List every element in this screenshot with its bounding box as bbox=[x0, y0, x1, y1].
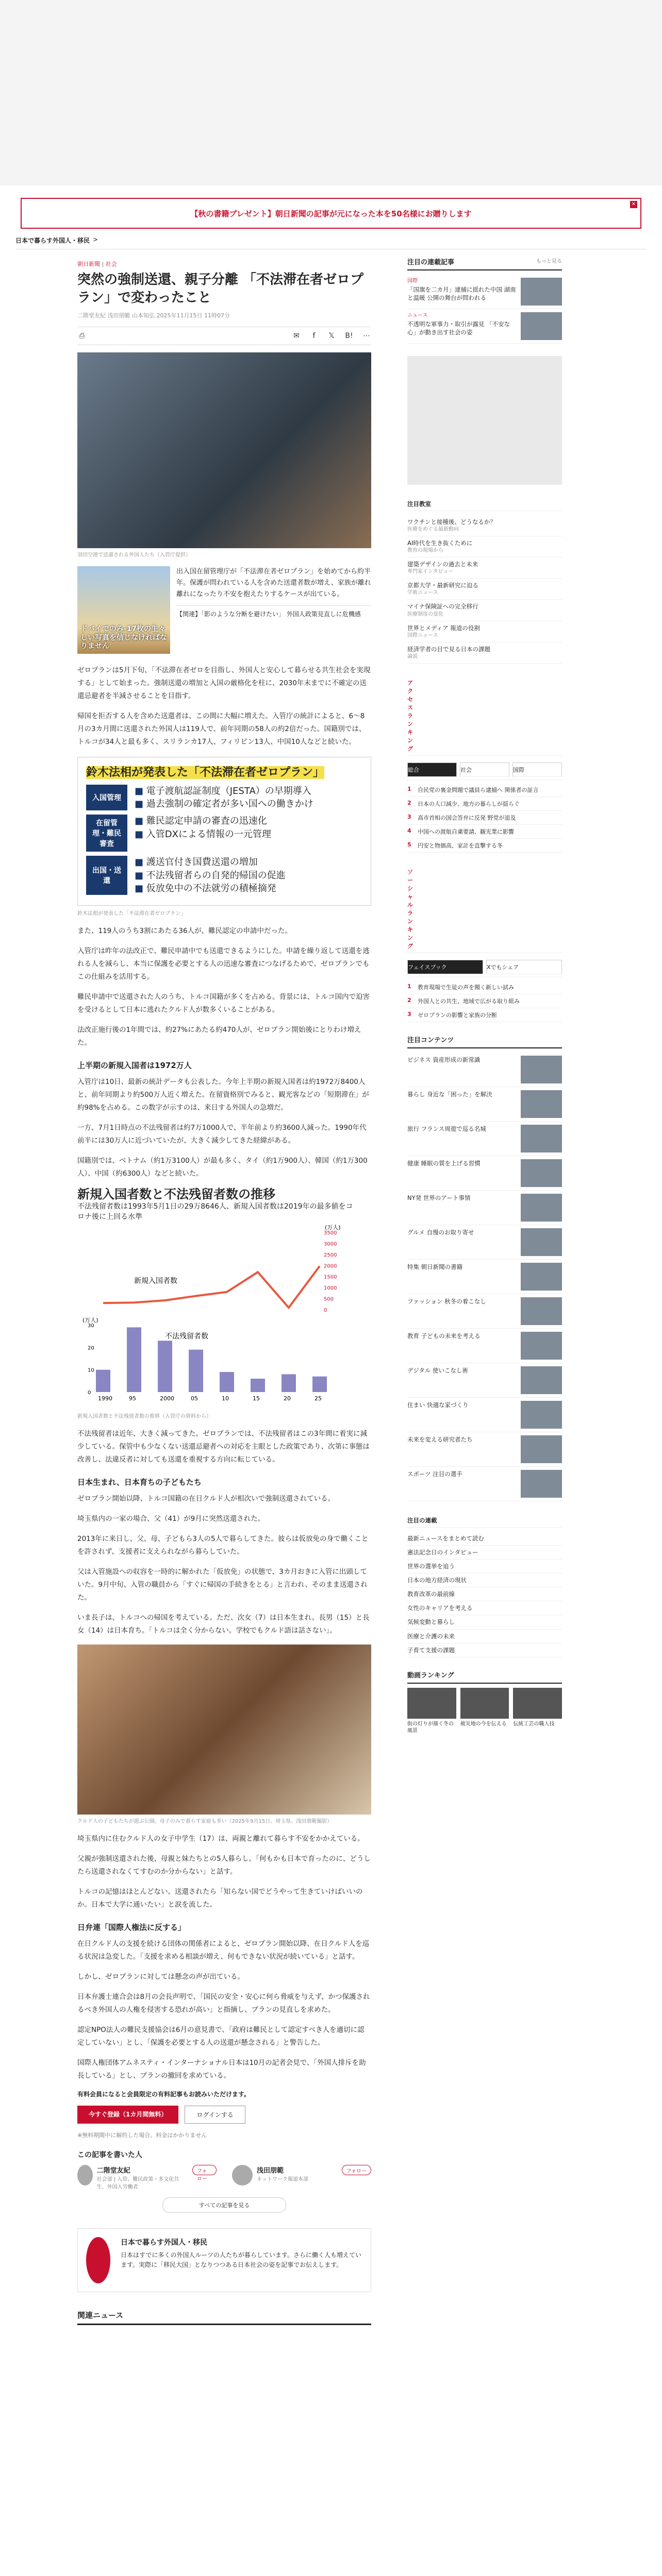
list-item[interactable]: 暮らし 身近な「困った」を解決 bbox=[407, 1087, 562, 1122]
x-tick-label: 2000 bbox=[160, 1395, 174, 1402]
chart-subtitle: 不法残留者数は1993年5月1日の29万8646人、新規入国者数は2019年の最多値をコロナ後に上回る水準 bbox=[77, 1202, 353, 1221]
paragraph: 難民申請中で送還された人のうち、トルコ国籍が多くを占める。背景には、トルコ国内で迫害を受けるとして日本に逃れたクルド人が数多くいることがある。 bbox=[77, 992, 370, 1014]
photo-caption: 羽田空港で送還される外国人たち（入管庁提供） bbox=[77, 552, 191, 558]
popular-list: 注目教室 ワクチンと接種後、どうなるか？ 医療をめぐる最新動向 AI時代を生き抜くために 教育の現場から 建築デザインの過去と未来 専門家インタビュー 京都大学・最新研究に迫る 学術ニュース マイナ保険証への完全移行 医療制度の変化 世界とメディア 報道の役割 国際ニュース 経済学者の目で見る日本の課題 論説 bbox=[407, 497, 562, 664]
y-tick-label: 1000 bbox=[324, 1285, 337, 1292]
more-link[interactable]: もっと見る bbox=[536, 259, 562, 264]
all-articles-button[interactable]: すべての記事を見る bbox=[162, 2197, 286, 2213]
paragraph: 国際人権団体アムネスティ・インターナショナル日本は10月の記者会見で、「外国人排斥を助長している」とし、プランの撤回を求めている。 bbox=[77, 2058, 366, 2080]
infographic-title: 鈴木法相が発表した「不法滞在者ゼロプラン」 bbox=[86, 766, 325, 779]
paragraph: 入管庁は10日、最新の統計データも公表した。今年上半期の新規入国者は約1972万8400人と、前年同期より約500万人近く増えた。在留資格別でみると、観光客などの「短期滞在」が約98%を占める。この数字が示すのは、来日する外国人の急増だ。 bbox=[77, 1077, 369, 1112]
breadcrumb-item[interactable]: 日本で暮らす外国人・移民 bbox=[15, 237, 90, 244]
author-card[interactable]: 浅田朋範 ネットワーク報道本部 フォロー bbox=[232, 2165, 371, 2190]
series-box[interactable] bbox=[77, 2228, 371, 2292]
promo-banner[interactable] bbox=[21, 198, 641, 229]
y-tick-label: 20 bbox=[88, 1345, 94, 1351]
children-photo bbox=[77, 1645, 371, 1815]
x-tick-label: 05 bbox=[191, 1395, 198, 1402]
list-item[interactable]: 建築デザインの過去と未来 専門家インタビュー bbox=[407, 557, 562, 579]
y-tick-label: 30 bbox=[88, 1323, 94, 1329]
x-tick-label: 95 bbox=[129, 1395, 136, 1402]
bar bbox=[220, 1372, 234, 1392]
breadcrumb bbox=[15, 236, 647, 249]
related-box[interactable] bbox=[77, 566, 371, 654]
list-item[interactable]: 女性のキャリアを考える bbox=[407, 1601, 562, 1615]
list-item[interactable]: 国際 「国旗を二カ月」逮捕に揺れた中国 湖南と温暖 公開の舞台が問われる bbox=[407, 275, 562, 309]
y-tick-label: 2000 bbox=[324, 1263, 337, 1269]
avatar bbox=[77, 2165, 93, 2185]
list-item[interactable]: 旅行 フランス周遊で巡る名城 bbox=[407, 1122, 562, 1156]
series-title[interactable]: 日本で暮らす外国人・移民 bbox=[121, 2238, 208, 2247]
bar bbox=[251, 1379, 265, 1392]
sidebar bbox=[407, 257, 562, 2325]
y-tick-label: 3000 bbox=[324, 1241, 337, 1247]
login-button[interactable]: ログインする bbox=[185, 2106, 245, 2124]
related-link[interactable]: 【関連】「影のような分断を避けたい」 外国人政策見直しに危機感 bbox=[176, 605, 371, 619]
paragraph: 埼玉県内に住むクルド人の女子中学生（17）は、両親と離れて暮らす不安をかかえている。 bbox=[77, 1835, 365, 1843]
x-tick-label: 20 bbox=[284, 1395, 291, 1402]
series-text: 日本はすでに多くの外国人ルーツの人たちが暮らしています。さらに働く人も増えています。実際に「移民大国」となりつつある日本社会の姿を記事でお伝えします。 bbox=[121, 2251, 361, 2268]
paragraph: 父は入管施設への収容を一時的に解かれた「仮放免」の状態で、3カ月おきに入管に出頭していた。9月中旬、入管の職員から「すぐに帰国の手続きをとる」と言われ、そのまま送還された。 bbox=[77, 1568, 368, 1602]
close-icon[interactable]: ✕ bbox=[630, 201, 637, 208]
paragraph: 不法残留者は近年、大きく減ってきた。ゼロプランでは、不法残留者はこの3年間に着実に減少している。保管中も少なくない送還忌避者への対応を主眼とした政策であり、次第に事態は改善し、法違反者に対しても送還を重視する方向に転じている。 bbox=[77, 1430, 370, 1464]
video-item[interactable]: 被災地の今を伝える bbox=[460, 1688, 509, 1735]
list-item[interactable]: 日本の地方経済の現状 bbox=[407, 1573, 562, 1587]
paragraph: ゼロプランは5月下旬、「不法滞在者ゼロを目指し、外国人と安心して暮らせる共生社会を実現する」として始まった。強制送還の増加と入国の厳格化を柱に、2030年末までに不確定の送還忌避者を半減させることを目指す。 bbox=[77, 666, 371, 701]
ranking-item[interactable]: 3 高市首相の国会答弁に反発 野党が追及 bbox=[407, 811, 562, 825]
paragraph: 在日クルド人の支援を続ける団体の関係者によると、ゼロプラン開始以降、在日クルド人を巡る状況は急変した。「支援を求める相談が増え、何もできない状況が続いている」と話す。 bbox=[77, 1939, 370, 1961]
video-item[interactable]: 伝統工芸の職人技 bbox=[513, 1688, 562, 1735]
section-heading: 日本生まれ、日本育ちの子どもたち bbox=[77, 1478, 202, 1487]
axis-unit-label: (万人) bbox=[325, 1224, 341, 1231]
article-main-photo bbox=[77, 352, 371, 548]
list-item[interactable]: NY発 世界のアート事情 bbox=[407, 1191, 562, 1225]
trial-button[interactable]: 今すぐ登録（1カ月間無料） bbox=[77, 2106, 178, 2124]
zero-plan-infographic: 鈴木法相が発表した「不法滞在者ゼロプラン」 入国管理 ■ 電子渡航認証制度（JESTA）の早期導入 ■ 過去強制の確定者が多い国への働きかけ 在留管理・難民審査 ■ 難民認定申請の審査の迅速化 ■ 入管DXによる情報の一元管理 出国・送還 ■ 護送官付き国費送還の増加 ■ 不法残留者らの自発的帰国の促進 ■ 仮放免中の不法就労の積極摘発 bbox=[77, 757, 371, 906]
paragraph: 埼玉県内の一家の場合、父（41）が9月に突然送還された。 bbox=[77, 1515, 265, 1523]
series-label: 不法残留者数 bbox=[165, 1332, 208, 1341]
paragraph: 入管庁は昨年の法改正で、難民申請中でも送還できるようにした。申請を繰り返して送還を逃れる人を減らし、本当に保護を必要とする人の迅速な審査につなげるためで、ゼロプランでもこの仕組みを活用する。 bbox=[77, 946, 370, 981]
article-main bbox=[15, 257, 371, 2325]
feature-list: 注目の連載 最新ニュースをまとめて読む 憲法記念日のインタビュー 世界の選挙を追う 日本の地方経済の現状 教育改革の最前線 女性のキャリアを考える 気候変動と暮らし 医療と介護の未来 子育て支援の課題 bbox=[407, 1514, 562, 1657]
article-tag: 朝日新聞 | 社会 bbox=[77, 261, 117, 267]
list-item[interactable]: 世界とメディア 報道の役割 国際ニュース bbox=[407, 621, 562, 642]
y-tick-label: 500 bbox=[324, 1297, 334, 1303]
ranking-item[interactable]: 5 円安と物価高、家計を直撃する冬 bbox=[407, 839, 562, 853]
hatena-icon[interactable]: B! bbox=[345, 332, 353, 341]
ad-slot[interactable] bbox=[407, 356, 562, 485]
tab-world[interactable]: 国際 bbox=[512, 762, 562, 777]
paragraph: 2013年に来日し、父、母、子どもら3人の5人で暮らしてきた。彼らは仮放免の身で働くことを許されず、支援者に支えられながら暮らしていた。 bbox=[77, 1535, 369, 1556]
section-heading: 上半期の新規入国者は1972万人 bbox=[77, 1060, 192, 1070]
x-tick-label: 15 bbox=[253, 1395, 260, 1402]
y-tick-label: 3500 bbox=[324, 1230, 337, 1236]
infographic-caption: 鈴木法相が発表した「不法滞在者ゼロプラン」 bbox=[77, 910, 186, 917]
list-item[interactable]: 世界の選挙を追う bbox=[407, 1560, 562, 1573]
list-item[interactable]: 気候変動と暮らし bbox=[407, 1615, 562, 1629]
tab-all[interactable]: 総合 bbox=[407, 762, 457, 777]
pick-contents: 注目コンテンツ ビジネス 資産形成の新常識 暮らし 身近な「困った」を解決 旅行 フランス周遊で巡る名城 健康 睡眠の質を上げる習慣 NY発 世界のアート事情 グルメ 自慢のお取り寄せ 特集 朝日新聞の書籍 ファッション 秋冬の着こなし 教育 子どもの未来を考える デジタル 使いこなし術 住まい 快適な家づくり 未来を変える研究者たち スポーツ 注目の選手 bbox=[407, 1035, 562, 1501]
ranking-item[interactable]: 1 自民党の裏金問題で議員ら逮捕へ 関係者の証言 bbox=[407, 783, 562, 797]
hot-series-box: 注目の連載記事 もっと見る 国際 「国旗を二カ月」逮捕に揺れた中国 湖南と温暖 公開の舞台が問われる ニュース 不透明な軍事力・取引が露見 「不安な心」が動き出す社会の姿 bbox=[407, 257, 562, 344]
bar bbox=[96, 1370, 110, 1392]
ranking-item[interactable]: 4 中国への渡航自粛要請、観光業に影響 bbox=[407, 825, 562, 839]
list-item[interactable]: 特集 朝日新聞の書籍 bbox=[407, 1260, 562, 1294]
authors-title: この記事を書いた人 bbox=[77, 2150, 142, 2159]
paragraph: 国籍別では、ベトナム（約1万3100人）が最も多く、タイ（約1万900人）、韓国（約1万300人）、中国（約6300人）などと続いた。 bbox=[77, 1156, 368, 1178]
follow-button[interactable]: フォロー bbox=[342, 2165, 372, 2175]
y-tick-label: 0 bbox=[324, 1308, 327, 1314]
line-series bbox=[103, 1266, 320, 1308]
authors-section bbox=[77, 2149, 371, 2213]
bar bbox=[312, 1377, 327, 1392]
list-item[interactable]: 教育改革の最前線 bbox=[407, 1587, 562, 1601]
bar bbox=[158, 1341, 172, 1393]
paragraph: 帰国を拒否する人を含めた送還者は、この間に大幅に増えた。入管庁の統計によると、6～8月の3カ月間に送還された外国人は119人で、前年同期の58人の約2倍だった。国籍別では、トルコが34人と最も多く、スリランカ17人、フィリピン13人、中国10人などと続いた。 bbox=[77, 712, 366, 747]
paragraph: 父親が強制送還された後、母親と妹たちとの5人暮らし。「何もかも日本で育ったのに、どうしたら送還されなくてすむのか分からない」と話す。 bbox=[77, 1855, 371, 1876]
list-item[interactable]: 医療と介護の未来 bbox=[407, 1630, 562, 1643]
paragraph: 日本弁護士連合会は8月の会長声明で、「国民の安全・安心に何ら脅威を与えず、かつ保護されるべき外国人の人権を侵害する恐れが高い」と指摘し、プランの見直しを求めた。 bbox=[77, 1992, 370, 2014]
list-item[interactable]: マイナ保険証への完全移行 医療制度の変化 bbox=[407, 600, 562, 621]
paragraph: しかし、ゼロプランに対しては懸念の声が出ている。 bbox=[77, 1972, 244, 1981]
tab-facebook[interactable]: フェイスブック bbox=[407, 960, 483, 974]
axis-unit-label: (万人) bbox=[82, 1317, 98, 1324]
x-tick-label: 10 bbox=[222, 1395, 229, 1402]
author-card[interactable]: 二階堂友紀 社会部 | 入管、難民政策・多文化共生、外国人労働者 フォロー bbox=[77, 2165, 217, 2190]
avatar bbox=[232, 2165, 253, 2185]
immigration-chart bbox=[77, 1187, 356, 1410]
related-text: 出入国在留管理庁が「不法滞在者ゼロプラン」を始めてから約半年。保護が問われている人を含めた送還者数が増え、家族が離れ離れになったり不安を抱えたりするケースが出ている。 bbox=[176, 568, 371, 599]
chart-title: 新規入国者数と不法残留者数の推移 bbox=[77, 1187, 275, 1202]
list-item[interactable]: ワクチンと接種後、どうなるか？ 医療をめぐる最新動向 bbox=[407, 515, 562, 536]
paragraph: いま長子は、トルコへの帰国を考えている。ただ、次女（7）は日本生まれ。長男（15）と長女（14）は日本育ち。「トルコは全く分からない。学校でもクルド語は話さない」。 bbox=[77, 1614, 370, 1635]
photo-caption: クルド人の子どもたちが遊ぶ公園。母子のみで暮らす家庭も多い（2025年9月15日、埼玉県、浅田朋範撮影） bbox=[77, 1819, 333, 1825]
video-item[interactable]: 街の灯りが描く冬の風景 bbox=[407, 1688, 456, 1735]
bar bbox=[127, 1328, 141, 1393]
x-tick-label: 1990 bbox=[98, 1395, 112, 1402]
trial-note: ※無料期間中に解約した場合、料金はかかりません bbox=[77, 2131, 207, 2139]
tab-x[interactable]: Xでもシェア bbox=[486, 960, 562, 974]
list-item[interactable]: デジタル 使いこなし術 bbox=[407, 1363, 562, 1398]
paragraph: ゼロプラン開始以降、トルコ国籍の在日クルド人が相次いで強制送還されている。 bbox=[77, 1495, 335, 1503]
access-ranking: アクセスランキング 総合 社会 国際 1 自民党の裏金問題で議員ら逮捕へ 関係者の証言 2 日本の人口減少、地方の暮らしが揺らぐ 3 高市首相の国会答弁に反発 野党が追及 4 中国への渡航自粛要請、観光業に影響 5 円安と物価高、家計を直撃する冬 bbox=[407, 676, 562, 853]
list-item[interactable]: ニュース 不透明な軍事力・取引が露見 「不安な心」が動き出す社会の姿 bbox=[407, 309, 562, 344]
list-item[interactable]: 経済学者の目で見る日本の課題 論説 bbox=[407, 642, 562, 664]
ranking-item[interactable]: 2 外国人との共生、地域で広がる取り組み bbox=[407, 994, 562, 1008]
print-icon[interactable]: ⎙ bbox=[79, 332, 85, 341]
share-bar bbox=[77, 327, 371, 345]
list-item[interactable]: 未来を変える研究者たち bbox=[407, 1432, 562, 1467]
list-item[interactable]: AI時代を生き抜くために 教育の現場から bbox=[407, 536, 562, 557]
list-item[interactable]: スポーツ 注目の選手 bbox=[407, 1467, 562, 1501]
ranking-item[interactable]: 1 教育現場で生徒の声を聞く新しい試み bbox=[407, 980, 562, 994]
bar bbox=[189, 1350, 203, 1392]
top-blank-area bbox=[0, 0, 662, 185]
list-item[interactable]: 健康 睡眠の質を上げる習慣 bbox=[407, 1156, 562, 1191]
more-icon[interactable]: ⋯ bbox=[363, 332, 370, 341]
tab-society[interactable]: 社会 bbox=[460, 762, 509, 777]
y-tick-label: 0 bbox=[88, 1390, 91, 1396]
mail-icon[interactable]: ✉ bbox=[293, 332, 300, 341]
list-item[interactable]: ビジネス 資産形成の新常識 bbox=[407, 1053, 562, 1087]
breadcrumb-separator: > bbox=[93, 236, 98, 243]
premium-note: 有料会員になると会員限定の有料記事もお読みいただけます。 bbox=[77, 2090, 251, 2098]
social-ranking: ソーシャルランキング フェイスブック Xでもシェア 1 教育現場で生徒の声を聞く新しい試み 2 外国人との共生、地域で広がる取り組み 3 ゼロプランの影響と家族の分断 bbox=[407, 865, 562, 1022]
paragraph: 認定NPO法人の難民支援協会は6月の意見書で、「政府は難民として認定すべき人を適切に認定していない」とし、「保護を必要とする人の送還が懸念される」と警告した。 bbox=[77, 2025, 365, 2047]
promo-text: 【秋の書籍プレゼント】朝日新聞の記事が元になった本を50名様にお贈りします bbox=[190, 209, 472, 218]
list-item[interactable]: 子育て支援の課題 bbox=[407, 1643, 562, 1657]
video-ranking: 動画ランキング 街の灯りが描く冬の風景 被災地の今を伝える 伝統工芸の職人技 bbox=[407, 1670, 562, 1735]
y-tick-label: 1500 bbox=[324, 1275, 337, 1281]
list-item[interactable]: 憲法記念日のインタビュー bbox=[407, 1546, 562, 1560]
list-item[interactable]: 教育 子どもの未来を考える bbox=[407, 1329, 562, 1363]
list-item[interactable]: グルメ 自慢のお取り寄せ bbox=[407, 1225, 562, 1260]
article-title: 突然の強制送還、親子分離 「不法滞在者ゼロプラン」で変わったこと bbox=[77, 272, 364, 306]
series-logo bbox=[86, 2237, 110, 2283]
related-news-heading: 関連ニュース bbox=[77, 2310, 371, 2325]
article-meta: 二階堂友紀 浅田朋範 山本知弘 2025年11月15日 11時07分 bbox=[77, 312, 230, 319]
paragraph: トルコの記憶はほとんどない。送還されたら「知らない国でどうやって生きていけばいいのか。日本で大学に通いたい」と涙を流した。 bbox=[77, 1887, 363, 1909]
bar bbox=[282, 1375, 296, 1393]
ranking-item[interactable]: 2 日本の人口減少、地方の暮らしが揺らぐ bbox=[407, 797, 562, 811]
paragraph: また、119人のうち3割にあたる36人が、難民認定の申請中だった。 bbox=[77, 926, 292, 935]
section-heading: 日弁連「国際人権法に反する」 bbox=[77, 1922, 186, 1932]
y-tick-label: 10 bbox=[88, 1368, 94, 1374]
x-tick-label: 25 bbox=[315, 1395, 322, 1402]
paragraph: 法改正施行後の1年間では、約27%にあたる約470人が、ゼロプラン開始後にとりわけ増えた。 bbox=[77, 1025, 361, 1047]
ranking-item[interactable]: 3 ゼロプランの影響と家族の分断 bbox=[407, 1008, 562, 1022]
related-ad-image[interactable]: ドバイでのみ-17枚の生々しい写真を信じなければなりません bbox=[77, 566, 170, 654]
chart-svg bbox=[77, 1222, 356, 1408]
follow-button[interactable]: フォロー bbox=[192, 2165, 217, 2175]
list-item[interactable]: 最新ニュースをまとめて読む bbox=[407, 1532, 562, 1546]
facebook-icon[interactable]: f bbox=[312, 332, 316, 341]
paragraph: 一方、7月1日時点の不法残留者は約7万1000人で、半年前より約3600人減った。1990年代前半には30万人に近づいていたが、大きく減少してきた経緯がある。 bbox=[77, 1123, 367, 1145]
list-item[interactable]: 住まい 快適な家づくり bbox=[407, 1398, 562, 1432]
list-item[interactable]: ファッション 秋冬の着こなし bbox=[407, 1294, 562, 1329]
chart-caption: 新規入国者数と不法残留者数の推移（入管庁の資料から） bbox=[77, 1414, 211, 1420]
list-item[interactable]: 京都大学・最新研究に迫る 学術ニュース bbox=[407, 579, 562, 600]
series-label: 新規入国者数 bbox=[134, 1277, 177, 1286]
y-tick-label: 2500 bbox=[324, 1252, 337, 1259]
x-icon[interactable]: 𝕏 bbox=[328, 332, 335, 341]
